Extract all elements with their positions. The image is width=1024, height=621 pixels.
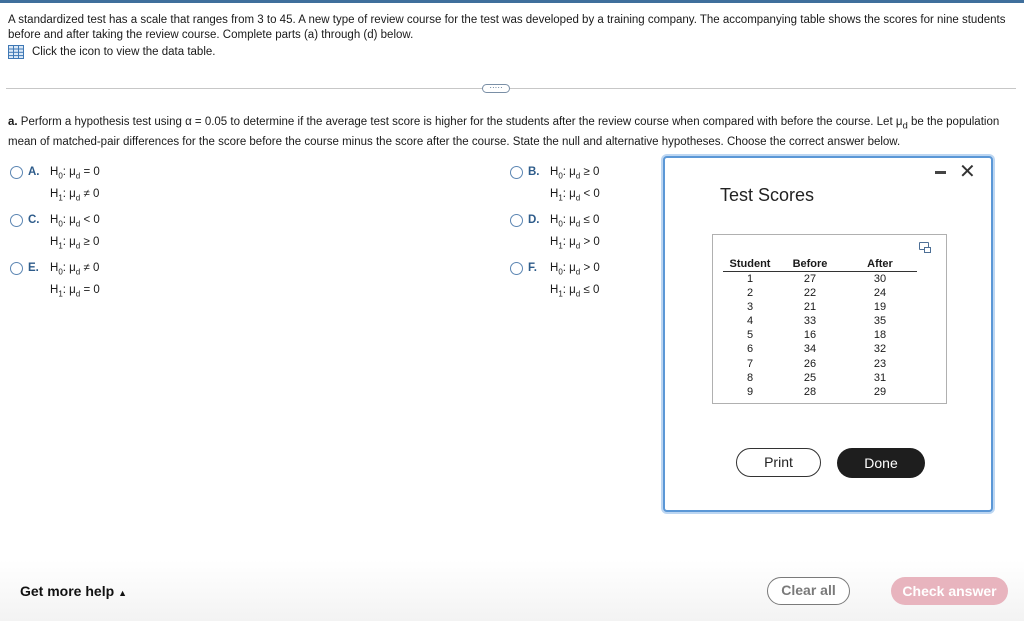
mu-sub: d xyxy=(575,267,581,277)
alternative-hypothesis xyxy=(50,185,100,207)
view-data-label[interactable]: Click the icon to view the data table. xyxy=(32,46,216,58)
view-data-link[interactable] xyxy=(8,45,215,59)
after-cell: 19 xyxy=(873,300,887,313)
radio-button[interactable] xyxy=(510,166,523,179)
print-button[interactable]: Print xyxy=(736,448,821,477)
student-cell: 5 xyxy=(746,329,754,342)
colon: : xyxy=(562,236,570,249)
option-letter: B. xyxy=(528,166,540,178)
mu-sub: d xyxy=(575,193,581,203)
h1-relation: < 0 xyxy=(583,188,600,201)
question-text-2: be the population mean of matched-pair differences for the score before the course minus the score after the course. State the null and alternative hypotheses. Choose the correct answer below. xyxy=(8,116,1000,149)
h-symbol: H xyxy=(550,262,559,274)
h-symbol: H xyxy=(550,188,559,201)
h1-sub: 1 xyxy=(58,289,63,299)
h1-sub: 1 xyxy=(558,193,563,203)
h1-sub: 1 xyxy=(558,241,563,251)
student-cell: 2 xyxy=(746,286,754,299)
h0-relation: = 0 xyxy=(83,166,100,178)
expand-button[interactable]: ····· xyxy=(482,84,510,93)
section-divider xyxy=(6,88,1016,89)
h-symbol: H xyxy=(550,284,559,297)
mu-sub: d xyxy=(75,171,81,181)
h-symbol: H xyxy=(50,262,59,274)
dialog-title: Test Scores xyxy=(720,185,815,205)
student-cell: 9 xyxy=(746,385,754,398)
alternative-hypothesis xyxy=(550,233,600,255)
option-letter: F. xyxy=(528,262,537,274)
hypotheses xyxy=(50,211,100,256)
h0-relation: ≥ 0 xyxy=(583,166,600,178)
mu-sub: d xyxy=(575,241,581,251)
after-cell: 31 xyxy=(873,371,887,384)
h1-sub: 1 xyxy=(558,289,563,299)
data-table xyxy=(723,257,917,399)
mu-symbol: μ xyxy=(569,166,576,178)
hypotheses xyxy=(550,163,600,208)
colon: : xyxy=(562,166,570,178)
mu-sub: d xyxy=(75,219,81,229)
after-cell: 24 xyxy=(873,286,887,299)
h-symbol: H xyxy=(50,284,59,297)
table-row xyxy=(723,300,917,314)
after-cell: 29 xyxy=(873,385,887,398)
student-cell: 8 xyxy=(746,371,754,384)
mu-symbol: μ xyxy=(69,166,76,178)
minimize-icon[interactable] xyxy=(935,171,946,174)
table-row xyxy=(723,385,917,399)
after-cell: 32 xyxy=(873,343,887,356)
col-header-before: Before xyxy=(777,257,843,271)
after-cell: 30 xyxy=(873,272,887,285)
colon: : xyxy=(62,188,70,201)
h1-relation: ≠ 0 xyxy=(83,188,100,201)
h-symbol: H xyxy=(550,236,559,249)
alternative-hypothesis xyxy=(550,281,600,303)
h-symbol: H xyxy=(50,236,59,249)
h1-relation: > 0 xyxy=(583,236,600,249)
alternative-hypothesis xyxy=(50,281,100,303)
before-cell: 25 xyxy=(803,371,817,384)
table-row xyxy=(723,314,917,328)
colon: : xyxy=(62,166,70,178)
mu-sub: d xyxy=(75,289,81,299)
hypotheses xyxy=(550,211,600,256)
question-mu-sub: d xyxy=(902,120,908,132)
mu-symbol: μ xyxy=(569,262,576,274)
after-cell: 23 xyxy=(873,357,887,370)
null-hypothesis xyxy=(550,163,600,185)
clear-all-button[interactable]: Clear all xyxy=(767,577,850,605)
colon: : xyxy=(562,188,570,201)
problem-statement: A standardized test has a scale that ranges from 3 to 45. A new type of review course for the test was developed by a training company. The accompanying table shows the scores for nine students before and after taking the review course. Complete parts (a) through (d) below. xyxy=(8,14,1006,41)
before-cell: 33 xyxy=(803,314,817,327)
copy-icon[interactable] xyxy=(919,242,929,250)
close-icon[interactable]: ✕ xyxy=(959,161,976,183)
option-a[interactable] xyxy=(10,166,100,208)
option-c[interactable] xyxy=(10,214,100,256)
radio-button[interactable] xyxy=(510,262,523,275)
help-label[interactable]: Get more help xyxy=(20,583,115,599)
h-symbol: H xyxy=(550,166,559,178)
colon: : xyxy=(562,262,570,274)
footer-bar xyxy=(0,560,1024,621)
h0-sub: 0 xyxy=(58,267,63,277)
h1-relation: = 0 xyxy=(83,284,100,297)
hypotheses xyxy=(50,163,100,208)
option-e[interactable] xyxy=(10,262,100,304)
option-f[interactable] xyxy=(510,262,600,304)
null-hypothesis xyxy=(550,259,600,281)
mu-symbol: μ xyxy=(69,236,76,249)
radio-button[interactable] xyxy=(10,166,23,179)
before-cell: 34 xyxy=(803,343,817,356)
after-cell: 35 xyxy=(873,314,887,327)
h0-relation: > 0 xyxy=(583,262,600,274)
alternative-hypothesis xyxy=(550,185,600,207)
data-table-box xyxy=(712,234,947,404)
mu-symbol: μ xyxy=(569,284,576,297)
before-cell: 21 xyxy=(803,300,817,313)
h-symbol: H xyxy=(50,214,59,226)
table-row xyxy=(723,286,917,300)
done-button[interactable]: Done xyxy=(837,448,925,478)
student-cell: 1 xyxy=(746,272,754,285)
radio-button[interactable] xyxy=(510,214,523,227)
option-letter: E. xyxy=(28,262,39,274)
data-table-icon[interactable] xyxy=(8,45,24,59)
test-scores-dialog xyxy=(663,156,993,512)
null-hypothesis xyxy=(50,259,100,281)
h0-relation: < 0 xyxy=(83,214,100,226)
h0-relation: ≠ 0 xyxy=(83,262,100,274)
mu-symbol: μ xyxy=(69,284,76,297)
table-row xyxy=(723,356,917,370)
student-cell: 3 xyxy=(746,300,754,313)
mu-symbol: μ xyxy=(69,188,76,201)
h0-relation: ≤ 0 xyxy=(583,214,600,226)
mu-symbol: μ xyxy=(69,262,76,274)
option-letter: C. xyxy=(28,214,40,226)
before-cell: 28 xyxy=(803,385,817,398)
student-cell: 4 xyxy=(746,314,754,327)
mu-symbol: μ xyxy=(569,188,576,201)
mu-sub: d xyxy=(575,171,581,181)
get-more-help-button[interactable] xyxy=(20,583,127,599)
null-hypothesis xyxy=(550,211,600,233)
h0-sub: 0 xyxy=(58,219,63,229)
check-answer-button[interactable]: Check answer xyxy=(891,577,1008,605)
table-row xyxy=(723,328,917,342)
table-row xyxy=(723,271,917,286)
option-b[interactable] xyxy=(510,166,600,208)
h0-sub: 0 xyxy=(558,171,563,181)
h0-sub: 0 xyxy=(558,219,563,229)
mu-symbol: μ xyxy=(69,214,76,226)
h-symbol: H xyxy=(550,214,559,226)
colon: : xyxy=(562,284,570,297)
mu-sub: d xyxy=(575,219,581,229)
mu-sub: d xyxy=(575,289,581,299)
colon: : xyxy=(62,236,70,249)
student-cell: 6 xyxy=(746,343,754,356)
table-row xyxy=(723,342,917,356)
mu-sub: d xyxy=(75,267,81,277)
option-d[interactable] xyxy=(510,214,600,256)
part-label: a. xyxy=(8,116,18,128)
before-cell: 22 xyxy=(803,286,817,299)
hypotheses xyxy=(550,259,600,304)
mu-symbol: μ xyxy=(569,236,576,249)
colon: : xyxy=(62,284,70,297)
mu-symbol: μ xyxy=(569,214,576,226)
h1-sub: 1 xyxy=(58,241,63,251)
question-part-a xyxy=(8,114,1013,150)
question-text: Perform a hypothesis test using α = 0.05 to determine if the average test score is higher for the students after the review course when compared with before the course. Let μ xyxy=(20,116,903,128)
caret-up-icon: ▲ xyxy=(118,588,128,598)
colon: : xyxy=(562,214,570,226)
mu-sub: d xyxy=(75,241,81,251)
h1-relation: ≥ 0 xyxy=(83,236,100,249)
h0-sub: 0 xyxy=(58,171,63,181)
radio-button[interactable] xyxy=(10,214,23,227)
option-letter: A. xyxy=(28,166,40,178)
after-cell: 18 xyxy=(873,329,887,342)
h0-sub: 0 xyxy=(558,267,563,277)
h-symbol: H xyxy=(50,188,59,201)
mu-sub: d xyxy=(75,193,81,203)
top-accent-bar xyxy=(0,0,1024,3)
null-hypothesis xyxy=(50,163,100,185)
radio-button[interactable] xyxy=(10,262,23,275)
null-hypothesis xyxy=(50,211,100,233)
option-letter: D. xyxy=(528,214,540,226)
before-cell: 16 xyxy=(803,329,817,342)
h1-sub: 1 xyxy=(58,193,63,203)
h-symbol: H xyxy=(50,166,59,178)
student-cell: 7 xyxy=(746,357,754,370)
colon: : xyxy=(62,262,70,274)
before-cell: 27 xyxy=(803,272,817,285)
h1-relation: ≤ 0 xyxy=(583,284,600,297)
col-header-student: Student xyxy=(723,257,777,271)
col-header-after: After xyxy=(843,257,917,271)
colon: : xyxy=(62,214,70,226)
before-cell: 26 xyxy=(803,357,817,370)
alternative-hypothesis xyxy=(50,233,100,255)
hypotheses xyxy=(50,259,100,304)
table-row xyxy=(723,371,917,385)
